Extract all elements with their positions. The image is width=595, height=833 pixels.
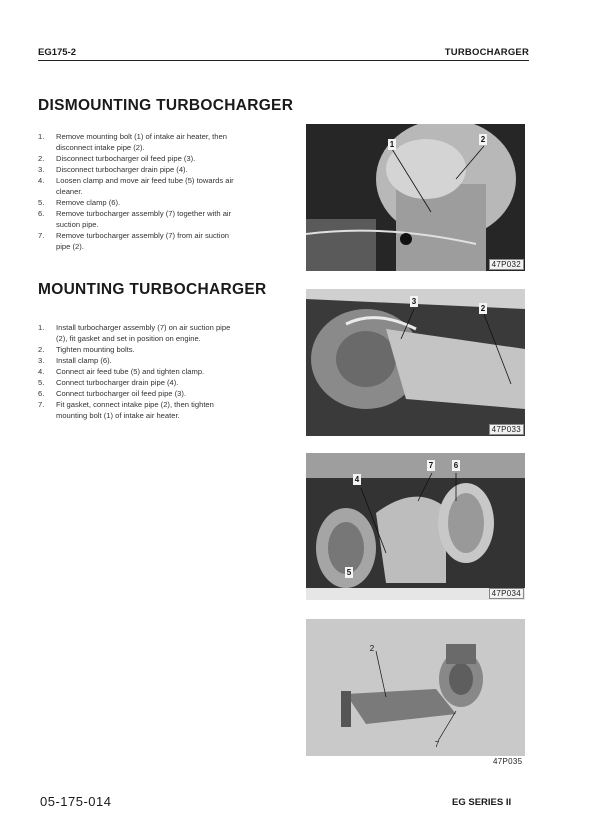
step-text: Remove turbocharger assembly (7) together with air [56,209,232,218]
step-number: 3. [38,165,45,174]
step-line [38,175,283,186]
photo-1-callout-2: 2 [480,135,486,144]
step-number: 6. [38,209,45,218]
step-text: Remove mounting bolt (1) of intake air heater, then [56,132,227,141]
photo-3-caption: 47P034 [489,588,524,599]
photo-4-caption: 47P035 [493,757,523,766]
model-code: EG175-2 [38,47,77,58]
step-text: cleaner. [56,187,83,196]
step-text: Loosen clamp and move air feed tube (5) towards air [56,176,234,185]
step-text: pipe (2). [56,242,84,251]
step-number: 2. [38,154,45,163]
photo-3-callout-6: 6 [453,461,459,470]
photo-4-image [306,619,525,756]
step-line [38,410,283,421]
step-number: 6. [38,389,45,398]
step-line [38,230,283,241]
photo-4-callout-7: 7 [434,740,440,749]
dismount-steps [38,131,283,252]
step-text: Connect turbocharger drain pipe (4). [56,378,179,387]
photo-3-callout-7: 7 [428,461,434,470]
photo-1-caption: 47P032 [489,259,524,270]
step-number: 4. [38,367,45,376]
photo-3-callout-5: 5 [346,568,352,577]
step-line [38,142,283,153]
step-line [38,333,283,344]
step-line [38,153,283,164]
step-text: Connect turbocharger oil feed pipe (3). [56,389,187,398]
step-line [38,355,283,366]
step-text: (2), fit gasket and set in position on engine. [56,334,201,343]
step-text: Remove clamp (6). [56,198,121,207]
step-line [38,219,283,230]
mount-heading: MOUNTING TURBOCHARGER [38,281,267,298]
photo-3-callout-4: 4 [354,475,360,484]
photo-47p035 [306,619,525,756]
mount-steps [38,322,283,421]
step-line [38,399,283,410]
photo-2-image [306,289,525,436]
photo-1-callout-1: 1 [389,140,395,149]
dismount-heading: DISMOUNTING TURBOCHARGER [38,97,294,114]
step-number: 5. [38,378,45,387]
photo-47p032 [306,124,525,271]
photo-4-callout-2: 2 [369,644,375,653]
page-number: 05-175-014 [40,794,112,809]
step-line [38,388,283,399]
photo-2-caption: 47P033 [489,424,524,435]
step-line [38,197,283,208]
photo-47p034 [306,453,525,600]
step-number: 1. [38,323,45,332]
step-number: 1. [38,132,45,141]
step-number: 7. [38,231,45,240]
running-header [38,46,529,61]
step-number: 3. [38,356,45,365]
step-text: suction pipe. [56,220,99,229]
step-line [38,344,283,355]
step-text: Tighten mounting bolts. [56,345,135,354]
step-line [38,377,283,388]
step-line [38,322,283,333]
step-text: disconnect intake pipe (2). [56,143,145,152]
photo-2-callout-2: 2 [480,304,486,313]
section-title: TURBOCHARGER [444,47,529,58]
step-text: mounting bolt (1) of intake air heater. [56,411,180,420]
step-text: Connect air feed tube (5) and tighten clamp. [56,367,205,376]
step-line [38,366,283,377]
step-text: Remove turbocharger assembly (7) from air suction [56,231,230,240]
step-number: 4. [38,176,45,185]
step-number: 5. [38,198,45,207]
photo-3-image [306,453,525,600]
step-line [38,208,283,219]
step-text: Install turbocharger assembly (7) on air suction pipe [56,323,231,332]
series-label: EG SERIES II [452,797,512,808]
step-text: Install clamp (6). [56,356,112,365]
step-text: Disconnect turbocharger oil feed pipe (3). [56,154,196,163]
step-line [38,131,283,142]
step-text: Fit gasket, connect intake pipe (2), then tighten [56,400,214,409]
step-line [38,186,283,197]
step-number: 2. [38,345,45,354]
photo-1-image [306,124,525,271]
step-line [38,164,283,175]
photo-47p033 [306,289,525,436]
step-line [38,241,283,252]
photo-2-callout-3: 3 [411,297,417,306]
step-number: 7. [38,400,45,409]
step-text: Disconnect turbocharger drain pipe (4). [56,165,188,174]
